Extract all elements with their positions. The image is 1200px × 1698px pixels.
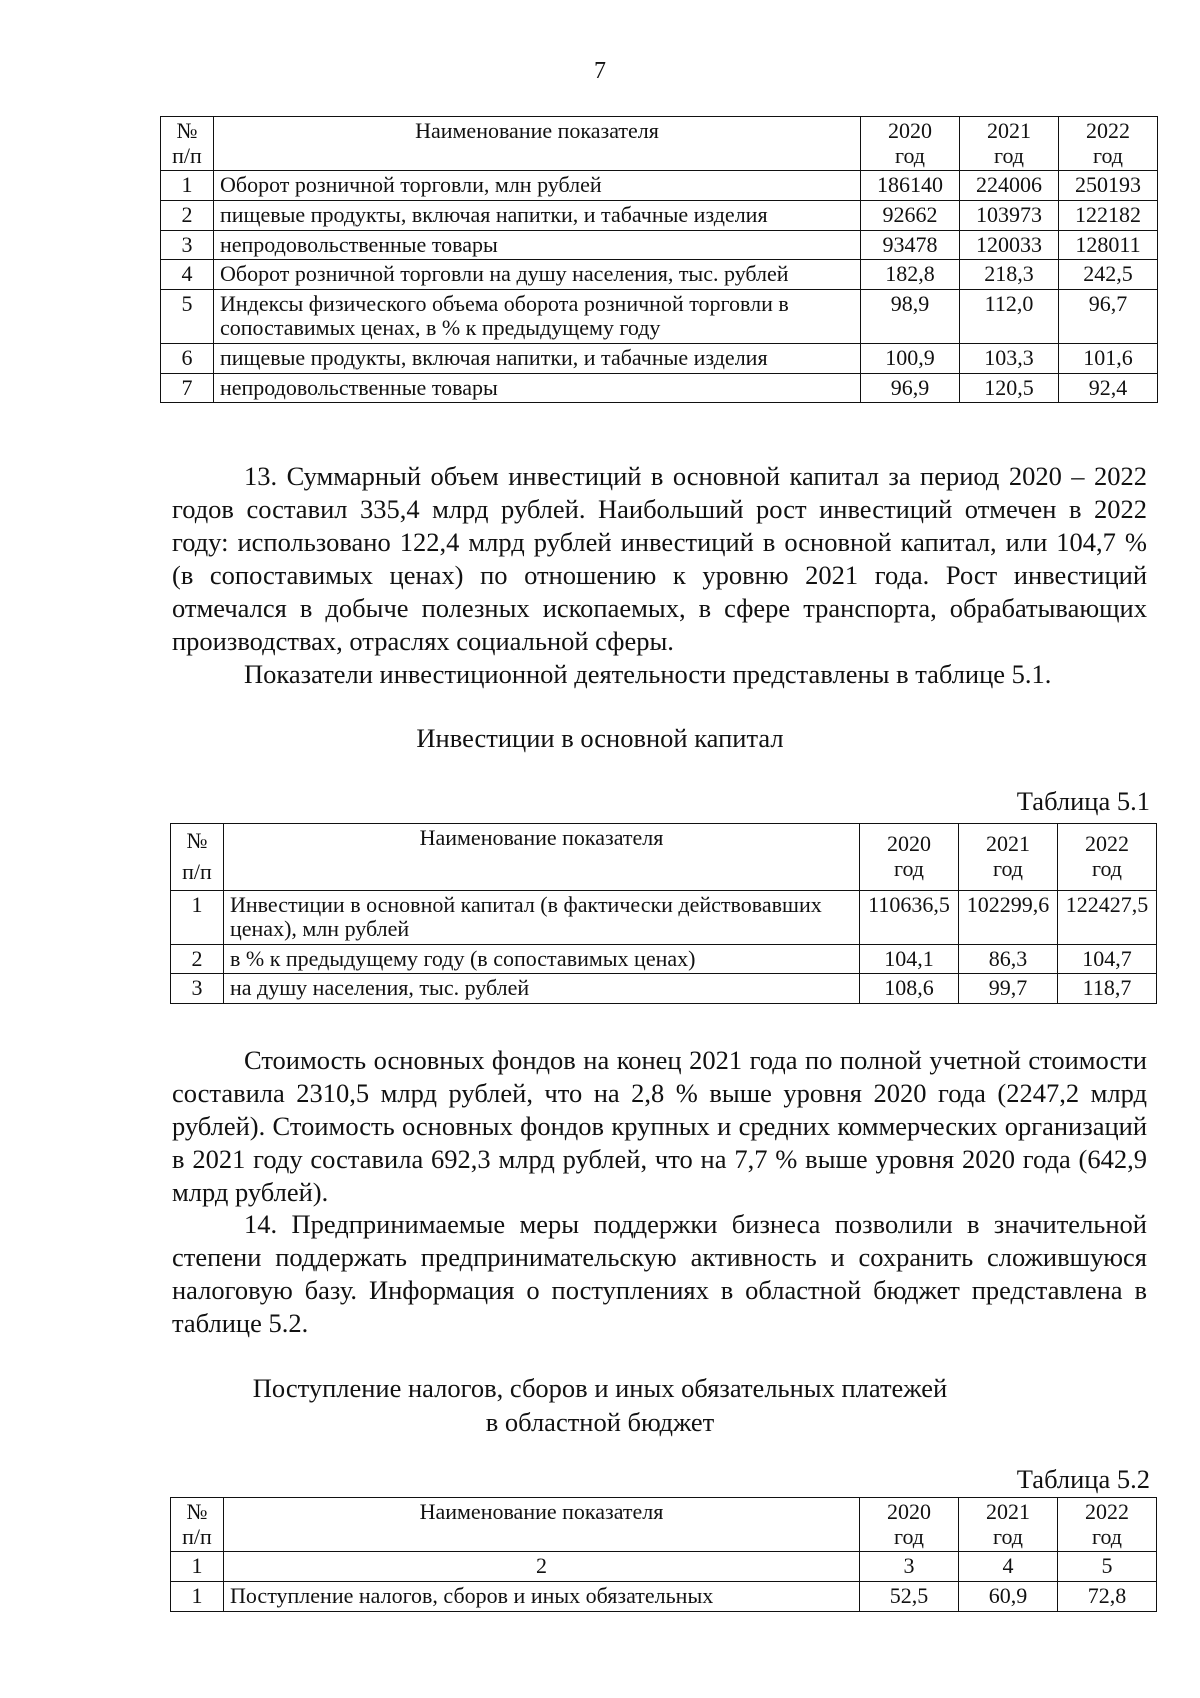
header-name: Наименование показателя: [224, 1498, 860, 1552]
paragraph-fixed-assets: Стоимость основных фондов на конец 2021 года по полной учетной стоимости составила 2310,5 млрд рублей, что на 2,8 % выше уровня 2020 года (2247,2 млрд рублей). Стоимость основных фондов крупных и средних коммерческих организаций в 2021 году составила 692,3 млрд рублей, что на 7,7 % выше уровня 2020 года (642,9 млрд рублей).: [172, 1045, 1147, 1207]
row-name: Оборот розничной торговли на душу населения, тыс. рублей: [214, 260, 861, 290]
row-name: Индексы физического объема оборота розничной торговли в сопоставимых ценах, в % к предыдущему году: [214, 289, 861, 343]
table-5-2-heading-line1: Поступление налогов, сборов и иных обязательных платежей: [252, 1373, 948, 1403]
colnum: 2: [224, 1552, 860, 1582]
table-row: [161, 230, 1158, 260]
row-name: в % к предыдущему году (в сопоставимых ценах): [224, 944, 860, 974]
table-row: [171, 944, 1157, 974]
cell-2020: 96,9: [861, 373, 960, 403]
cell-2022: 104,7: [1058, 944, 1157, 974]
header-year-2020: 2020 год: [860, 824, 959, 891]
cell-2021: 103973: [960, 200, 1059, 230]
row-num: 4: [161, 260, 214, 290]
page-number: 7: [594, 58, 606, 84]
cell-2020: 52,5: [860, 1581, 959, 1611]
cell-2020: 104,1: [860, 944, 959, 974]
row-name: пищевые продукты, включая напитки, и табачные изделия: [214, 344, 861, 374]
table-row: [171, 974, 1157, 1004]
table-row: [161, 200, 1158, 230]
table-row: [161, 171, 1158, 201]
paragraph-14: 14. Предпринимаемые меры поддержки бизнеса позволили в значительной степени поддержать предпринимательскую активность и сохранить сложившуюся налоговую базу. Информация о поступлениях в областной бюджет представлена в таблице 5.2.: [172, 1209, 1147, 1338]
row-num: 5: [161, 289, 214, 343]
row-name: Поступление налогов, сборов и иных обязательных: [224, 1581, 860, 1611]
cell-2022: 101,6: [1059, 344, 1158, 374]
cell-2020: 110636,5: [860, 890, 959, 944]
table-5-2-heading-line2: в областной бюджет: [485, 1407, 715, 1437]
row-num: 2: [171, 944, 224, 974]
table-row: [171, 890, 1157, 944]
cell-2020: 98,9: [861, 289, 960, 343]
header-year-2021: 2021 год: [959, 1498, 1058, 1552]
row-name: непродовольственные товары: [214, 373, 861, 403]
header-year-2022: 2022 год: [1058, 1498, 1157, 1552]
cell-2021: 102299,6: [959, 890, 1058, 944]
cell-2022: 118,7: [1058, 974, 1157, 1004]
cell-2022: 128011: [1059, 230, 1158, 260]
cell-2020: 182,8: [861, 260, 960, 290]
column-number-row: [171, 1552, 1157, 1582]
cell-2021: 112,0: [960, 289, 1059, 343]
header-name: Наименование показателя: [224, 824, 860, 891]
table-row: [161, 373, 1158, 403]
row-num: 1: [161, 171, 214, 201]
header-year-2022: 2022 год: [1059, 117, 1158, 171]
cell-2022: 72,8: [1058, 1581, 1157, 1611]
colnum: 4: [959, 1552, 1058, 1582]
cell-2021: 103,3: [960, 344, 1059, 374]
colnum: 5: [1058, 1552, 1157, 1582]
row-name: Оборот розничной торговли, млн рублей: [214, 171, 861, 201]
cell-2020: 100,9: [861, 344, 960, 374]
row-name: пищевые продукты, включая напитки, и табачные изделия: [214, 200, 861, 230]
header-year-2022: 2022 год: [1058, 824, 1157, 891]
row-num: 3: [161, 230, 214, 260]
row-name: непродовольственные товары: [214, 230, 861, 260]
tax-revenue-table: [170, 1497, 1157, 1612]
cell-2021: 120033: [960, 230, 1059, 260]
paragraph-13: 13. Суммарный объем инвестиций в основной капитал за период 2020 – 2022 годов составил 335,4 млрд рублей. Наибольший рост инвестиций отмечен в 2022 году: использовано 122,4 млрд рублей инвестиций в основной капитал, или 104,7 % (в сопоставимых ценах) по отношению к уровню 2021 года. Рост инвестиций отмечался в добыче полезных ископаемых, в сфере транспорта, обрабатывающих производствах, отраслях социальной сферы.: [172, 461, 1147, 656]
cell-2022: 242,5: [1059, 260, 1158, 290]
header-num: № п/п: [171, 1498, 224, 1552]
table-header-row: [161, 117, 1158, 171]
table-5-1-caption: Таблица 5.1: [1016, 786, 1150, 816]
cell-2020: 186140: [861, 171, 960, 201]
header-num: № п/п: [171, 824, 224, 891]
header-year-2021: 2021 год: [959, 824, 1058, 891]
cell-2021: 86,3: [959, 944, 1058, 974]
cell-2020: 108,6: [860, 974, 959, 1004]
cell-2022: 122427,5: [1058, 890, 1157, 944]
header-year-2020: 2020 год: [861, 117, 960, 171]
table-row: [171, 1581, 1157, 1611]
row-num: 7: [161, 373, 214, 403]
investment-table: [170, 823, 1157, 1004]
retail-trade-table: [160, 116, 1158, 403]
row-num: 1: [171, 890, 224, 944]
cell-2022: 92,4: [1059, 373, 1158, 403]
row-num: 2: [161, 200, 214, 230]
table-5-2-caption: Таблица 5.2: [1016, 1464, 1150, 1494]
header-year-2020: 2020 год: [860, 1498, 959, 1552]
row-num: 3: [171, 974, 224, 1004]
header-name: Наименование показателя: [214, 117, 861, 171]
cell-2021: 120,5: [960, 373, 1059, 403]
cell-2022: 122182: [1059, 200, 1158, 230]
paragraph-13b: Показатели инвестиционной деятельности представлены в таблице 5.1.: [244, 659, 1052, 689]
table-header-row: [171, 1498, 1157, 1552]
row-name: на душу населения, тыс. рублей: [224, 974, 860, 1004]
cell-2021: 218,3: [960, 260, 1059, 290]
header-year-2021: 2021 год: [960, 117, 1059, 171]
table-header-row: [171, 824, 1157, 891]
table-5-1-heading: Инвестиции в основной капитал: [416, 723, 784, 753]
cell-2022: 96,7: [1059, 289, 1158, 343]
cell-2021: 99,7: [959, 974, 1058, 1004]
table-row: [161, 344, 1158, 374]
cell-2021: 224006: [960, 171, 1059, 201]
row-num: 1: [171, 1581, 224, 1611]
row-name: Инвестиции в основной капитал (в фактически действовавших ценах), млн рублей: [224, 890, 860, 944]
cell-2020: 93478: [861, 230, 960, 260]
cell-2022: 250193: [1059, 171, 1158, 201]
table-row: [161, 260, 1158, 290]
row-num: 6: [161, 344, 214, 374]
table-row: [161, 289, 1158, 343]
colnum: 3: [860, 1552, 959, 1582]
cell-2021: 60,9: [959, 1581, 1058, 1611]
header-num: № п/п: [161, 117, 214, 171]
cell-2020: 92662: [861, 200, 960, 230]
colnum: 1: [171, 1552, 224, 1582]
